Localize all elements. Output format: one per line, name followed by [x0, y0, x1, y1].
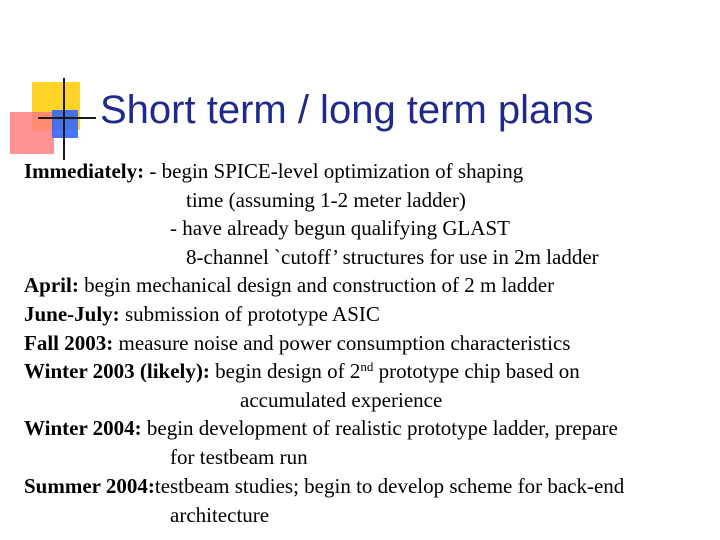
page-title: Short term / long term plans	[100, 88, 594, 132]
june-july-line	[24, 302, 380, 326]
summer-2004-text: testbeam studies; begin to develop scheme for back-end	[154, 474, 625, 498]
april-line	[24, 273, 554, 297]
immediately-line-4: 8-channel `cutoff’ structures for use in 2m ladder	[186, 245, 599, 269]
immediately-label: Immediately:	[24, 159, 145, 183]
immediately-line-2: time (assuming 1-2 meter ladder)	[186, 188, 466, 212]
immediately-line-3: - have already begun qualifying GLAST	[170, 216, 510, 240]
summer-2004-label: Summer 2004:	[24, 474, 155, 498]
april-text: begin mechanical design and construction of 2 m ladder	[78, 273, 555, 297]
fall-2003-text: measure noise and power consumption characteristics	[113, 331, 571, 355]
winter-2004-line	[24, 416, 618, 440]
june-july-text: submission of prototype ASIC	[119, 302, 380, 326]
fall-2003-line	[24, 331, 570, 355]
winter-2003-line	[24, 359, 580, 383]
winter-2004-line-2: for testbeam run	[170, 445, 308, 469]
april-label: April:	[24, 273, 79, 297]
immediately-line-1	[24, 159, 523, 183]
fall-2003-label: Fall 2003:	[24, 331, 114, 355]
june-july-label: June-July:	[24, 302, 120, 326]
summer-2004-line-2: architecture	[170, 503, 270, 527]
winter-2003-line-2: accumulated experience	[240, 388, 443, 412]
winter-2004-label: Winter 2004:	[24, 416, 142, 440]
winter-2003-text-before: begin design of 2	[209, 359, 361, 383]
winter-2003-text-after: prototype chip based on	[373, 359, 580, 383]
immediately-text-1: - begin SPICE-level optimization of shaping	[144, 159, 524, 183]
winter-2003-superscript: nd	[360, 359, 374, 374]
winter-2003-label: Winter 2003 (likely):	[24, 359, 210, 383]
winter-2004-text: begin development of realistic prototype ladder, prepare	[141, 416, 618, 440]
summer-2004-line	[24, 474, 624, 498]
